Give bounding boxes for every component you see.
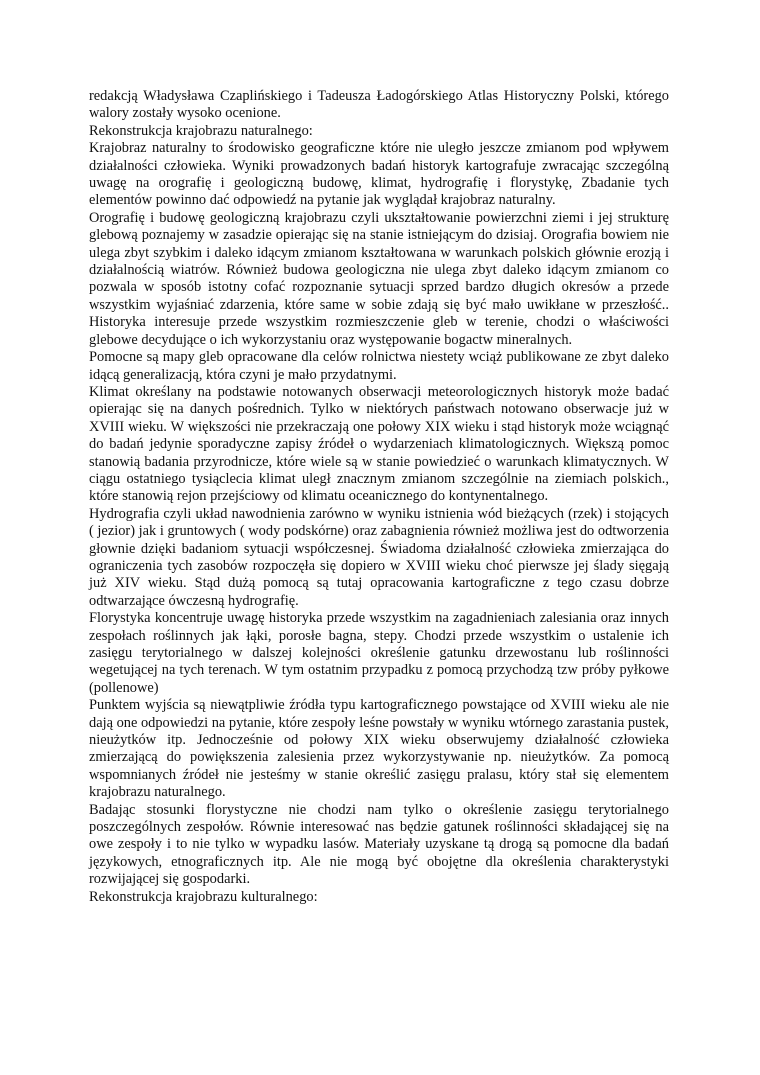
paragraph-natural-landscape: Krajobraz naturalny to środowisko geograficzne które nie uległo jeszcze zmianom pod wpływem działalności człowieka. Wyniki prowadzonych badań historyk kartografuje zwracając szczególną uwagę na orografię i geologiczną budowę, klimat, hydrografię i florystykę, Zbadanie tych elementów powinno dać odpowiedź na pytanie jak wyglądał krajobraz naturalny.	[89, 140, 669, 209]
document-page	[89, 88, 669, 906]
paragraph-floristics: Florystyka koncentruje uwagę historyka przede wszystkim na zagadnieniach zalesiania oraz innych zespołach roślinnych jak łąki, porosłe bagna, stepy. Chodzi przede wszystkim o ustalenie ich zasięgu terytorialnego w dalszej kolejności określenie gatunku drzewostanu lub roślinności wegetującej na tych terenach. W tym ostatnim przypadku z pomocą przychodzą tzw próby pyłkowe (pollenowe)	[89, 610, 669, 696]
paragraph-climate: Klimat określany na podstawie notowanych obserwacji meteorologicznych historyk może badać opierając się na danych pośrednich. Tylko w niektórych państwach notowano obserwacje już w XVIII wieku. W większości nie przekraczają one połowy XIX wieku i stąd historyk może wciągnąć do badań jedynie sporadyczne zapisy źródeł o wydarzeniach klimatologicznych. Większą pomoc stanowią badania przyrodnicze, które wiele są w stanie powiedzieć o warunkach klimatycznych. W ciągu ostatniego tysiąclecia klimat uległ znacznym zmianom szczególnie na ziemiach polskich., które stanowią rejon przejściowy od klimatu oceanicznego do kontynentalnego.	[89, 383, 669, 505]
heading-cultural-landscape: Rekonstrukcja krajobrazu kulturalnego:	[89, 888, 318, 905]
paragraph-hydrography: Hydrografia czyli układ nawodnienia zarówno w wyniku istnienia wód bieżących (rzek) i stojących ( jezior) jak i gruntowych ( wody podskórne) oraz zabagnienia również możliwa jest do odtworzenia głownie dzięki badaniom sytuacji współczesnej. Świadoma działalność człowieka zmierzająca do ograniczenia tych zasobów rozpoczęła się dopiero w XVIII wieku choć pierwsze jej ślady sięgają już XIV wieku. Stąd dużą pomocą są tutaj opracowania kartograficzne z tego czasu dobrze odtwarzające ówczesną hydrografię.	[89, 505, 669, 609]
paragraph-orography: Orografię i budowę geologiczną krajobrazu czyli ukształtowanie powierzchni ziemi i jej strukturę glebową poznajemy w zasadzie opierając się na stanie istniejącym do dzisiaj. Orografia bowiem nie ulega zbyt szybkim i daleko idącym zmianom kształtowana w warunkach polskich głównie erozją i działalnością wiatrów. Również budowa geologiczna nie ulega zbyt daleko idącym zmianom co pozwala w sposób istotny cofać rozpoznanie sytuacji sprzed bardzo długich okresów a przede wszystkim wyjaśniać zdarzenia, które same w sobie zdają się być mało uwikłane w przeszłość.. Historyka interesuje przede wszystkim rozmieszczenie gleb w terenie, chodzi o właściwości glebowe decydujące o ich wykorzystaniu oraz występowanie bogactw mineralnych.	[89, 209, 669, 348]
paragraph-floristic-relations: Badając stosunki florystyczne nie chodzi nam tylko o określenie zasięgu terytorialnego poszczególnych zespołów. Równie interesować nas będzie gatunek roślinności składającej się na owe zespoły i to nie tylko w wypadku lasów. Materiały uzyskane tą drogą są pomocne dla badań językowych, etnograficznych itp. Ale nie mogą być obojętne dla określenia charakterystyki rozwijającej się gospodarki.	[89, 801, 669, 888]
heading-natural-landscape: Rekonstrukcja krajobrazu naturalnego:	[89, 122, 313, 139]
paragraph-soil-maps: Pomocne są mapy gleb opracowane dla celów rolnictwa niestety wciąż publikowane ze zbyt daleko idącą generalizacją, która czyni je mało przydatnymi.	[89, 349, 669, 383]
paragraph-intro: redakcją Władysława Czaplińskiego i Tadeusza Ładogórskiego Atlas Historyczny Polski, którego walory zostały wysoko ocenione.	[89, 88, 669, 122]
paragraph-cartographic-sources: Punktem wyjścia są niewątpliwie źródła typu kartograficznego powstające od XVIII wieku ale nie dają one odpowiedzi na pytanie, które zespoły leśne powstały w wyniku wtórnego zarastania pustek, nieużytków itp. Jednocześnie od połowy XIX wieku obserwujemy działalność człowieka zmierzającą do powiększenia zalesienia przez wykorzystywanie np. nieużytków. Za pomocą wspomnianych źródeł nie jesteśmy w stanie określić zasięgu pralasu, który stał się elementem krajobrazu naturalnego.	[89, 697, 669, 801]
